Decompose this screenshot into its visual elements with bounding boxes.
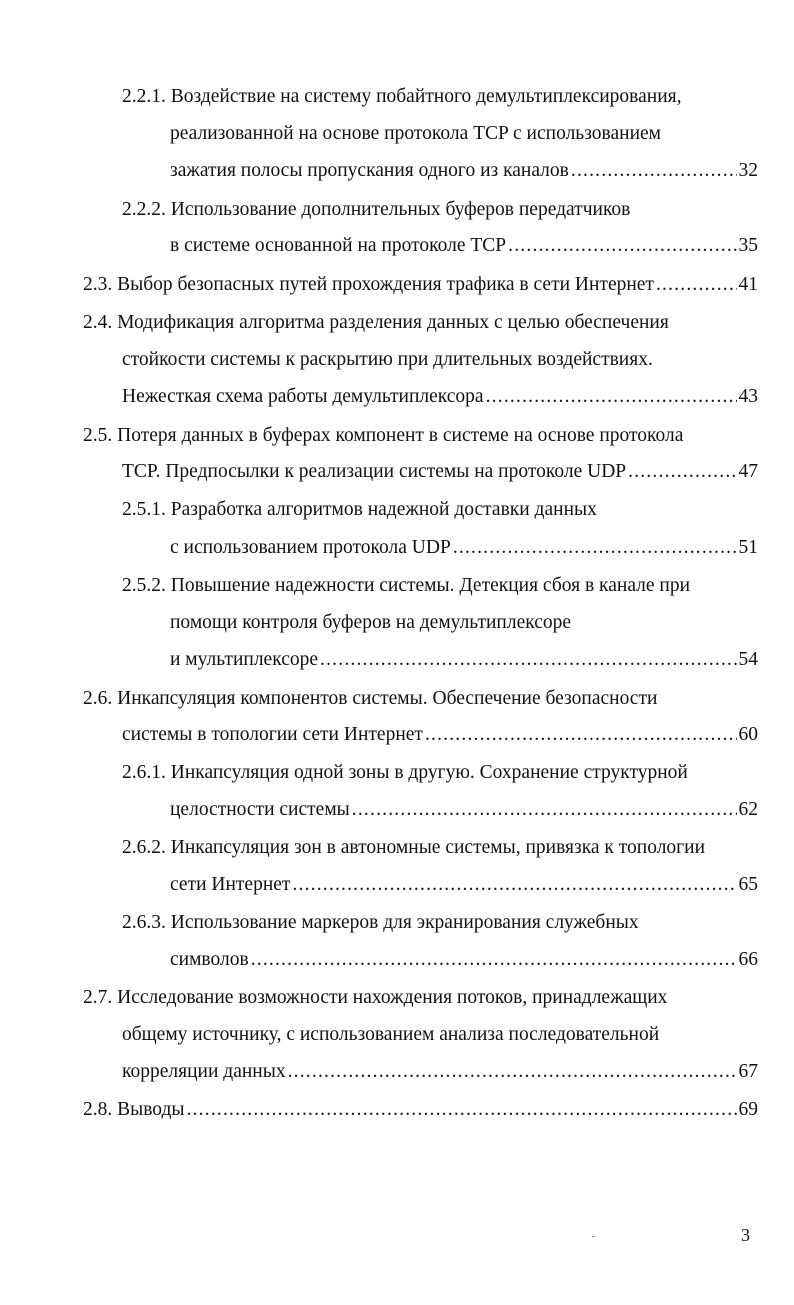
toc-entry-2-5-line-2 [122, 457, 758, 487]
toc-text: 2.4. Модификация алгоритма разделения данных с целью обеспечения [83, 312, 669, 333]
toc-page-number: 35 [738, 235, 758, 256]
dot-leader [187, 1095, 737, 1125]
toc-entry-2-5-line-1 [83, 421, 683, 451]
toc-text: в системе основанной на протоколе TCP [170, 235, 507, 256]
toc-text: 2.6.2. Инкапсуляция зон в автономные системы, привязка к топологии [122, 837, 706, 858]
toc-text: 2.5.2. Повышение надежности системы. Детекция сбоя в канале при [122, 575, 691, 596]
toc-text: 2.3. Выбор безопасных путей прохождения трафика в сети Интернет [83, 274, 654, 295]
toc-entry-2-6-3-line-1 [122, 908, 639, 938]
toc-text: 2.2.1. Воздействие на систему побайтного демультиплексирования, [122, 86, 682, 107]
toc-entry-2-8 [83, 1095, 758, 1125]
toc-entry-2-5-1-line-2 [170, 533, 758, 563]
toc-page-number: 66 [738, 949, 758, 970]
dot-leader [656, 270, 737, 300]
toc-text: 2.6.1. Инкапсуляция одной зоны в другую. Сохранение структурной [122, 762, 688, 783]
toc-page-number: 32 [738, 160, 758, 181]
toc-page-number: 51 [738, 537, 758, 558]
toc-text: TCP. Предпосылки к реализации системы на протоколе UDP [122, 461, 627, 482]
page-number: 3 [741, 1225, 750, 1245]
toc-page-number: 43 [738, 386, 758, 407]
toc-entry-2-6-line-1 [83, 684, 657, 714]
toc-entry-2-7-line-3 [122, 1057, 758, 1087]
toc-entry-2-7-line-1 [83, 983, 667, 1013]
toc-text: 2.7. Исследование возможности нахождения потоков, принадлежащих [83, 987, 668, 1008]
toc-text: 2.2.2. Использование дополнительных буферов передатчиков [122, 199, 631, 220]
toc-entry-2-2-2-line-1 [122, 195, 630, 225]
toc-entry-2-5-2-line-1 [122, 571, 690, 601]
toc-entry-2-5-2-line-2 [170, 608, 571, 638]
toc-entry-2-2-1-line-2 [170, 119, 661, 149]
toc-entry-2-2-1-line-3 [170, 156, 758, 186]
toc-entry-2-4-line-3 [122, 382, 758, 412]
toc-text: 2.6.3. Использование маркеров для экранирования служебных [122, 912, 639, 933]
toc-text: 2.5.1. Разработка алгоритмов надежной доставки данных [122, 499, 597, 520]
dot-leader [571, 156, 737, 186]
toc-text: стойкости системы к раскрытию при длительных воздействиях. [122, 349, 653, 370]
toc-text: помощи контроля буферов на демультиплексоре [170, 612, 572, 633]
toc-page-number: 41 [738, 274, 758, 295]
toc-text: Нежесткая схема работы демультиплексора [122, 386, 484, 407]
toc-page-number: 60 [738, 724, 758, 745]
toc-entry-2-5-1-line-1 [122, 495, 597, 525]
dot-leader [292, 870, 736, 900]
toc-text: целостности системы [170, 799, 350, 820]
toc-text: системы в топологии сети Интернет [122, 724, 423, 745]
toc-text: с использованием протокола UDP [170, 537, 451, 558]
toc-entry-2-5-2-line-3 [170, 645, 758, 675]
toc-entry-2-6-1-line-1 [122, 758, 688, 788]
toc-text: символов [170, 949, 249, 970]
toc-page-number: 67 [738, 1061, 758, 1082]
toc-text: реализованной на основе протокола TCP с использованием [170, 123, 662, 144]
toc-text: 2.8. Выводы [83, 1099, 185, 1120]
toc-entry-2-6-1-line-2 [170, 795, 758, 825]
toc-page-number: 47 [738, 461, 758, 482]
toc-entry-2-2-1-line-1 [122, 82, 681, 112]
toc-text: сети Интернет [170, 874, 291, 895]
dot-leader [288, 1057, 737, 1087]
toc-entry-2-4-line-2 [122, 345, 653, 375]
toc-entry-2-7-line-2 [122, 1020, 659, 1050]
toc-text: зажатия полосы пропускания одного из каналов [170, 160, 569, 181]
dot-leader [508, 231, 736, 261]
toc-entry-2-6-2-line-1 [122, 833, 705, 863]
toc-entry-2-6-2-line-2 [170, 870, 758, 900]
toc-entry-2-3 [83, 270, 758, 300]
toc-entry-2-4-line-1 [83, 308, 669, 338]
dot-leader [486, 382, 737, 412]
toc-entry-2-2-2-line-2 [170, 231, 758, 261]
toc-text: 2.5. Потеря данных в буферах компонент в системе на основе протокола [83, 425, 684, 446]
dot-leader [453, 533, 737, 563]
toc-page-number: 62 [738, 799, 758, 820]
toc-page-number: 65 [738, 874, 758, 895]
toc-page-number: 54 [738, 649, 758, 670]
toc-entry-2-6-line-2 [122, 720, 758, 750]
toc-text: и мультиплексоре [170, 649, 319, 670]
toc-entry-2-6-3-line-2 [170, 945, 758, 975]
dot-leader [352, 795, 737, 825]
dot-leader [628, 457, 736, 487]
toc-text: 2.6. Инкапсуляция компонентов системы. Обеспечение безопасности [83, 688, 658, 709]
dot-leader [320, 645, 736, 675]
toc-text: общему источнику, с использованием анализа последовательной [122, 1024, 660, 1045]
toc-page-number: 69 [738, 1099, 758, 1120]
dot-leader [425, 720, 737, 750]
dot-leader [251, 945, 737, 975]
scan-speck [592, 1236, 595, 1237]
toc-text: корреляции данных [122, 1061, 286, 1082]
